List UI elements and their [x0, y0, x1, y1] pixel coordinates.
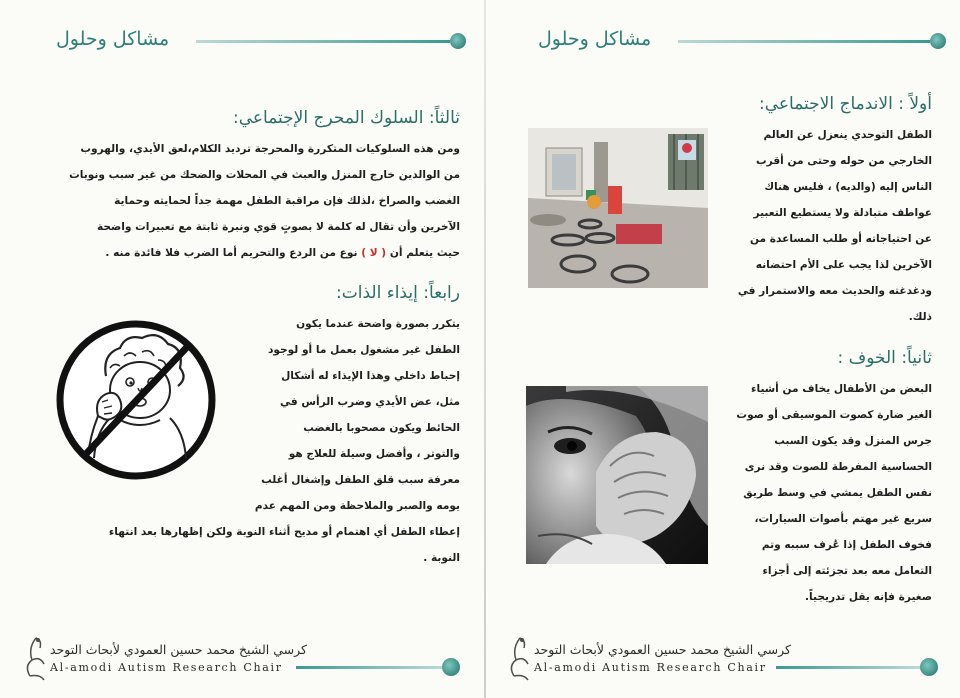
section4-line: مثل، عض الأيدي وضرب الرأس في — [280, 396, 460, 408]
no-self-harm-illustration — [54, 318, 218, 482]
section1-line: عواطف متبادلة ولا يستطيع التعبير — [753, 207, 932, 219]
section4-title — [336, 283, 460, 303]
section4-line: يومه والصبر والملاحظة ومن المهم عدم — [254, 500, 460, 512]
classroom-photo — [528, 128, 708, 288]
left-footer-arabic: كرسي الشيخ محمد حسين العمودي لأبحاث التوحد — [50, 642, 307, 657]
section1-line: الطفل التوحدي ينعزل عن العالم — [763, 129, 932, 141]
section2-line: التعامل معه بعد تجزئته إلى أجزاء — [762, 565, 932, 577]
section3-title — [233, 108, 460, 128]
right-header-title: مشاكل وحلول — [538, 28, 652, 50]
section1-line: عن احتياجاته أو طلب المساعدة من — [749, 233, 932, 245]
section4-heading: إيذاء الذات: — [336, 283, 418, 303]
section2-line: البعض من الأطفال يخاف من أشياء — [751, 383, 932, 395]
section4-line: إعطاء الطفل أي اهتمام أو مديح أثناء النوبة ولكن إظهارها بعد انتهاء — [108, 526, 460, 538]
section2-line: الحساسية المفرطة للصوت وقد نرى — [744, 461, 932, 473]
section3-line: الغضب والصراخ ،لذلك فإن مراقبة الطفل مهمة جداً لحمايته وحماية — [114, 195, 460, 207]
section3-last-line — [24, 240, 460, 266]
left-header-title: مشاكل وحلول — [56, 28, 170, 50]
section4-line: والتوتر ، وأفضل وسيلة للعلاج هو — [288, 448, 460, 460]
left-footer-line — [296, 666, 442, 669]
section1-line: الآخرين لذا يجب على الأم احتضانه — [755, 259, 932, 271]
section4-line: الحائط ويكون مصحوبا بالغضب — [303, 422, 460, 434]
section2-heading: الخوف : — [837, 348, 896, 368]
section3-no-word: ( لا ) — [361, 247, 387, 259]
section1-number: أولاً : — [898, 94, 932, 114]
section2-line: فخوف الطفل إذا عُرف سببه وتم — [761, 539, 932, 551]
right-footer-line — [776, 666, 920, 669]
section3-line: من الوالدين خارج المنزل والعبث في المحلات والضحك من غير سبب ونوبات — [69, 169, 460, 181]
section1-line: ذلك. — [908, 311, 932, 323]
right-page — [486, 0, 960, 698]
section4-line: معرفة سبب قلق الطفل وإشغال أغلب — [261, 474, 460, 486]
section3-body — [24, 136, 460, 266]
section3-line: الآخرين وأن تقال له كلمة لا بصوتٍ قوي ونبرة ثابتة مع تعبيرات واضحة — [96, 221, 460, 233]
left-header-line — [196, 40, 450, 43]
right-footer-dot — [920, 658, 938, 676]
section4-body-narrow — [236, 311, 460, 519]
section3-heading: السلوك المحرج الإجتماعي: — [232, 108, 424, 128]
section3-last-b: نوع من الردع والتحريم أما الضرب فلا فائدة منه . — [105, 247, 358, 259]
section4-line: إحباط داخلي وهذا الإيذاء له أشكال — [281, 370, 460, 382]
right-header-dot — [930, 33, 946, 49]
section4-line: النوبة . — [423, 552, 460, 564]
logo-hand-icon — [22, 634, 52, 684]
section4-number: رابعاً: — [423, 283, 460, 303]
section2-line: صغيرة فإنه يقل تدريجياً. — [805, 591, 932, 603]
right-header — [486, 28, 960, 54]
section1-line: الناس إليه (والديه) ، فليس هناك — [764, 181, 932, 193]
section2-number: ثانياً: — [901, 348, 932, 368]
section2-line: نفس الطفل يمشي في وسط طريق — [743, 487, 932, 499]
section1-line: ودغدغته والحديث معه والاستمرار في — [737, 285, 932, 297]
logo-hand-icon — [506, 634, 536, 684]
section3-line: ومن هذه السلوكيات المتكررة والمحرجة ترديد الكلام،لعق الأيدي، والهروب — [80, 143, 460, 155]
section3-last-a: حيث يتعلم أن — [389, 247, 460, 259]
section1-line: الخارجي من حوله وحتى من أقرب — [755, 155, 932, 167]
left-footer — [0, 628, 484, 698]
section2-line: سريع غير مهتم بأصوات السيارات، — [754, 513, 932, 525]
section4-line: الطفل غير مشغول بعمل ما أو لوجود — [267, 344, 460, 356]
left-footer-english: Al-amodi Autism Research Chair — [50, 661, 283, 674]
frightened-child-photo — [526, 386, 708, 564]
section2-title — [837, 348, 932, 368]
section1-title — [759, 94, 932, 114]
section2-body — [714, 376, 932, 610]
right-footer-arabic: كرسي الشيخ محمد حسين العمودي لأبحاث التوحد — [534, 642, 791, 657]
section4-line: يتكرر بصورة واضحة عندما يكون — [296, 318, 460, 330]
left-footer-dot — [442, 658, 460, 676]
section1-body — [714, 122, 932, 330]
right-header-line — [678, 40, 930, 43]
right-footer-english: Al-amodi Autism Research Chair — [534, 661, 767, 674]
section1-heading: الاندماج الاجتماعي: — [758, 94, 893, 114]
section3-number: ثالثاً: — [428, 108, 460, 128]
right-footer — [486, 628, 960, 698]
left-header-dot — [450, 33, 466, 49]
section2-line: جرس المنزل وقد يكون السبب — [774, 435, 932, 447]
section2-line: الغير ضارة كصوت الموسيقى أو صوت — [736, 409, 932, 421]
section4-body-wide — [24, 519, 460, 571]
left-header — [0, 28, 484, 54]
